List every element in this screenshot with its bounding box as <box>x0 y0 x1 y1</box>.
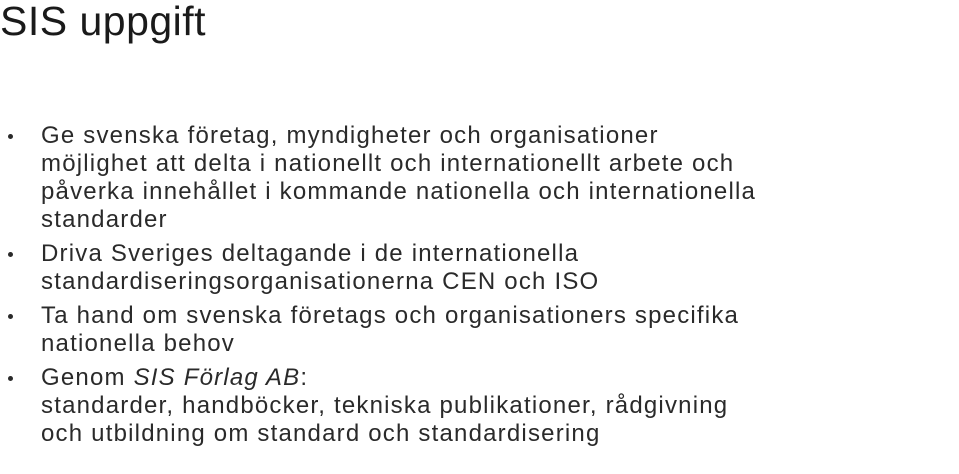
bullet-4-line-1 <box>41 364 959 392</box>
bullet-2-line-1: Driva Sveriges deltagande i de internationella <box>41 240 580 267</box>
bullet-1-line-4: standarder <box>41 206 168 233</box>
bullet-4-prefix: Genom <box>41 364 134 391</box>
bullet-4-suffix: : <box>300 364 309 391</box>
bullet-dot-icon <box>8 314 13 319</box>
bullet-dot-icon <box>8 252 13 257</box>
bullet-2-line-2: standardiseringsorganisationerna CEN och ISO <box>41 268 600 295</box>
bullet-3-line-2: nationella behov <box>41 330 236 357</box>
bullet-dot-icon <box>8 134 13 139</box>
bullet-item-1 <box>0 122 959 234</box>
bullet-item-3 <box>0 302 959 358</box>
bullet-1-line-1: Ge svenska företag, myndigheter och organisationer <box>41 122 659 149</box>
bullet-list <box>0 122 959 454</box>
bullet-item-2 <box>0 240 959 296</box>
slide-title: SIS uppgift <box>0 0 207 44</box>
bullet-item-4 <box>0 364 959 448</box>
bullet-1-line-3: påverka innehållet i kommande nationella och internationella <box>41 178 757 205</box>
bullet-1-line-2: möjlighet att delta i nationellt och internationellt arbete och <box>41 150 735 177</box>
bullet-3-line-1: Ta hand om svenska företags och organisationers specifika <box>41 302 740 329</box>
sis-forlag-name: SIS Förlag AB <box>133 364 301 391</box>
bullet-4-line-2: standarder, handböcker, tekniska publikationer, rådgivning <box>41 392 729 419</box>
bullet-dot-icon <box>8 376 13 381</box>
bullet-4-line-3: och utbildning om standard och standardisering <box>41 420 601 447</box>
